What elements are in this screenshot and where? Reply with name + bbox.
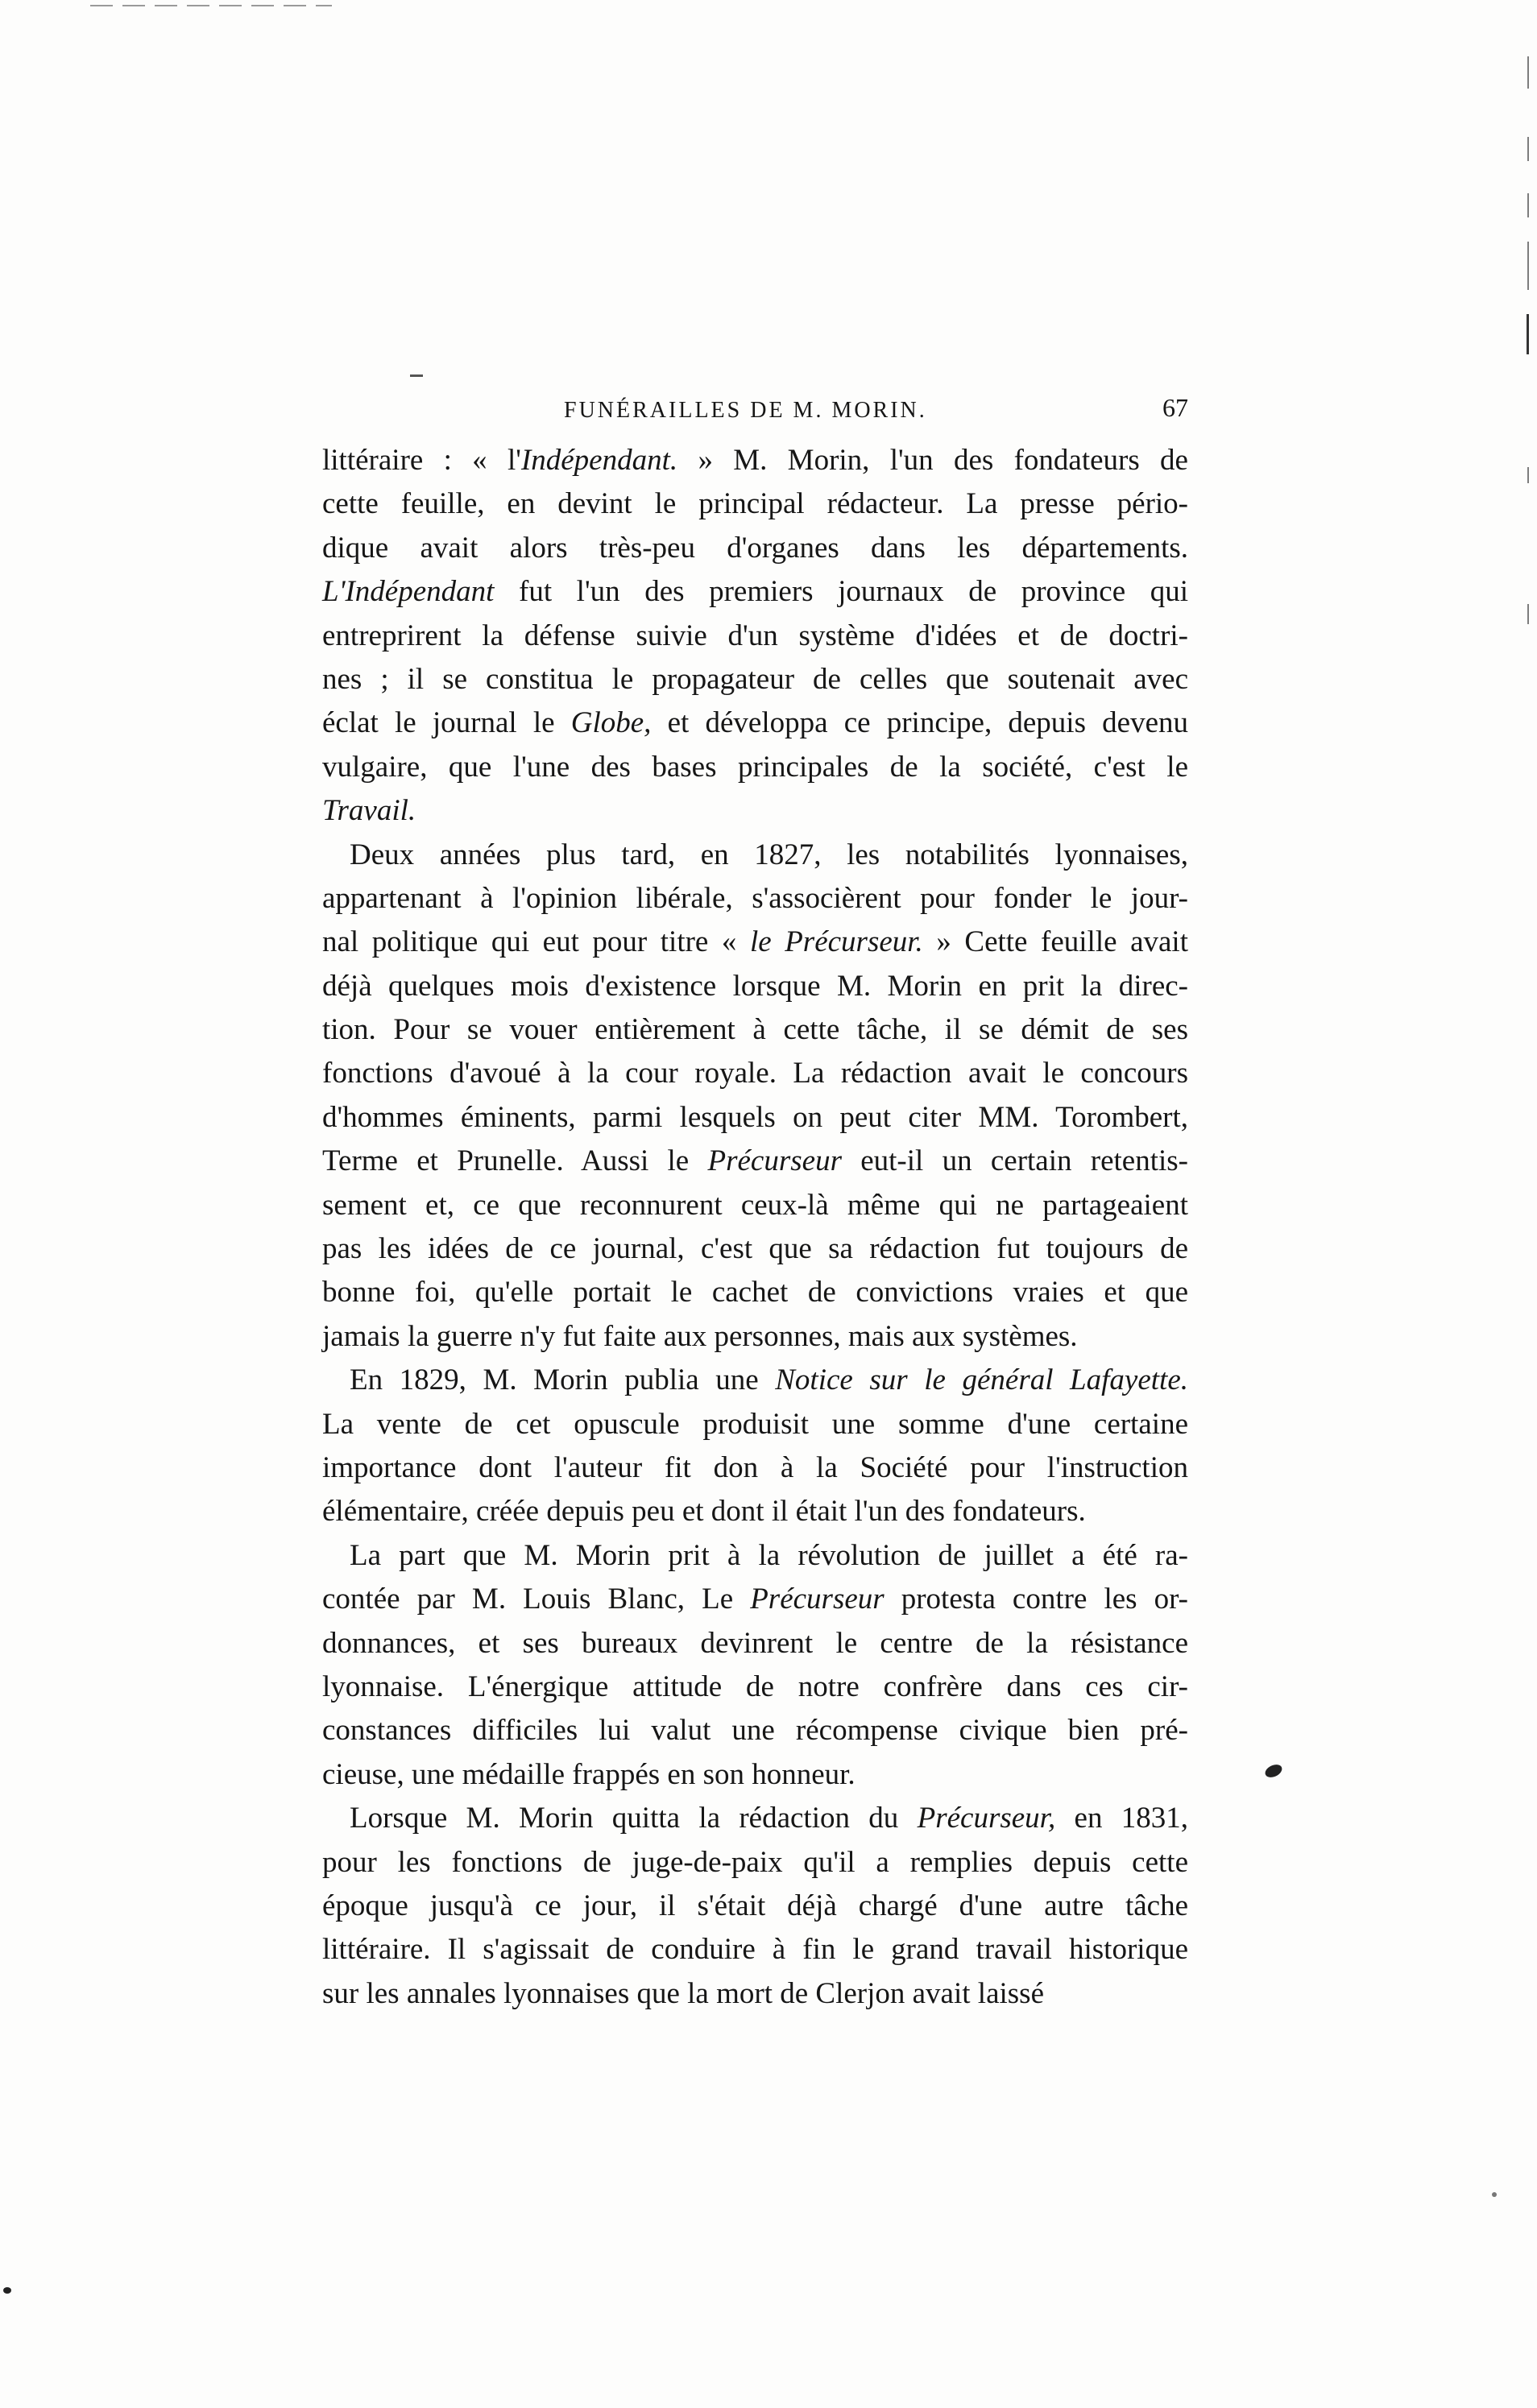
scan-edge-mark	[1527, 604, 1529, 624]
italic-title: le Précurseur.	[749, 925, 923, 959]
text-line	[322, 877, 1188, 921]
text-segment: d'hommes éminents, parmi lesquels on peut citer MM. Torombert,	[322, 1100, 1188, 1134]
text-line	[322, 1753, 1188, 1797]
text-segment: bonne foi, qu'elle portait le cachet de convictions vraies et que	[322, 1276, 1188, 1310]
text-segment: éclat le journal le	[322, 706, 571, 740]
text-line	[322, 1972, 1188, 2016]
text-line	[322, 570, 1188, 614]
text-segment: sement et, ce que reconnurent ceux-là même qui ne partageaient	[322, 1188, 1188, 1222]
italic-title: Précurseur	[750, 1583, 884, 1616]
text-line	[322, 1446, 1188, 1490]
text-line	[322, 1709, 1188, 1752]
scan-dash-mark	[410, 374, 423, 377]
text-line	[322, 1052, 1188, 1095]
text-line	[322, 1841, 1188, 1885]
text-line	[322, 1928, 1188, 1971]
text-line	[322, 482, 1188, 526]
text-segment: nal politique qui eut pour titre «	[322, 925, 750, 959]
running-head	[322, 393, 1188, 433]
text-segment: déjà quelques mois d'existence lorsque M. Morin en prit la direc-	[322, 969, 1188, 1003]
text-segment: fut l'un des premiers journaux de province qui	[494, 575, 1188, 609]
text-line	[322, 1096, 1188, 1140]
text-segment: vulgaire, que l'une des bases principales de la société, c'est le	[322, 750, 1188, 784]
running-head-title: FUNÉRAILLES DE M. MORIN.	[564, 398, 927, 423]
italic-title: Indépendant.	[520, 444, 678, 477]
italic-title: Globe,	[570, 706, 652, 740]
text-line	[322, 1315, 1188, 1359]
text-segment: dique avait alors très-peu d'organes dans les départements.	[322, 531, 1188, 565]
text-segment: en 1831,	[1055, 1802, 1188, 1835]
text-line	[322, 789, 1188, 833]
scan-edge-mark	[1527, 56, 1529, 89]
text-segment: époque jusqu'à ce jour, il s'était déjà chargé d'une autre tâche	[322, 1889, 1188, 1922]
text-line	[322, 1665, 1188, 1709]
text-line	[322, 1534, 1188, 1578]
text-segment: jamais la guerre n'y fut faite aux personnes, mais aux systèmes.	[322, 1319, 1078, 1353]
text-segment: entreprirent la défense suivie d'un système d'idées et de doctri-	[322, 619, 1188, 652]
text-line	[322, 439, 1188, 482]
text-line	[322, 965, 1188, 1008]
text-segment: En 1829, M. Morin publia une	[350, 1363, 776, 1397]
text-segment: contée par M. Louis Blanc, Le	[322, 1583, 751, 1616]
text-line	[322, 701, 1188, 745]
text-line	[322, 1008, 1188, 1052]
scan-top-rule	[90, 5, 332, 6]
text-line	[322, 1490, 1188, 1533]
text-segment: Deux années plus tard, en 1827, les notabilités lyonnaises,	[350, 838, 1188, 871]
text-segment: et développa ce principe, depuis devenu	[651, 706, 1188, 740]
text-segment: Lorsque M. Morin quitta la rédaction du	[350, 1802, 918, 1835]
scan-edge-mark	[1527, 137, 1529, 161]
text-line	[322, 1140, 1188, 1183]
italic-title: Notice sur le général Lafayette.	[775, 1363, 1188, 1397]
text-line	[322, 834, 1188, 877]
text-line	[322, 1184, 1188, 1227]
text-line	[322, 658, 1188, 701]
text-line	[322, 1271, 1188, 1314]
text-segment: » M. Morin, l'un des fondateurs de	[677, 444, 1188, 477]
text-segment: fonctions d'avoué à la cour royale. La rédaction avait le concours	[322, 1057, 1188, 1090]
text-segment: pour les fonctions de juge-de-paix qu'il a remplies depuis cette	[322, 1845, 1188, 1879]
text-segment: lyonnaise. L'énergique attitude de notre confrère dans ces cir-	[322, 1669, 1188, 1703]
text-segment: pas les idées de ce journal, c'est que sa rédaction fut toujours de	[322, 1232, 1188, 1266]
text-segment: La vente de cet opuscule produisit une somme d'une certaine	[322, 1407, 1188, 1441]
ink-spot	[1492, 2192, 1497, 2197]
page-number: 67	[1162, 393, 1188, 422]
scan-edge-mark	[1527, 314, 1529, 354]
ink-spot	[3, 2287, 11, 2294]
text-line	[322, 1227, 1188, 1271]
text-line	[322, 1359, 1188, 1402]
text-line	[322, 746, 1188, 789]
text-segment: eut-il un certain retentis-	[841, 1144, 1188, 1178]
ink-spot	[1263, 1762, 1284, 1780]
text-line	[322, 527, 1188, 570]
text-segment: littéraire : « l'	[322, 444, 521, 477]
text-segment: cette feuille, en devint le principal rédacteur. La presse pério-	[322, 487, 1188, 521]
text-segment: nes ; il se constitua le propagateur de celles que soutenait avec	[322, 662, 1188, 696]
text-segment: appartenant à l'opinion libérale, s'associèrent pour fonder le jour-	[322, 881, 1188, 915]
italic-title: Précurseur	[707, 1144, 842, 1178]
text-line	[322, 1622, 1188, 1665]
text-line	[322, 921, 1188, 964]
scan-edge-mark	[1527, 467, 1529, 483]
scan-edge-mark	[1527, 193, 1529, 217]
text-segment: élémentaire, créée depuis peu et dont il était l'un des fondateurs.	[322, 1495, 1086, 1529]
body-text	[322, 439, 1188, 2016]
text-segment: La part que M. Morin prit à la révolution de juillet a été ra-	[350, 1538, 1188, 1572]
text-line	[322, 1797, 1188, 1840]
text-segment: cieuse, une médaille frappés en son honneur.	[322, 1757, 856, 1791]
text-segment: protesta contre les or-	[884, 1583, 1189, 1616]
text-segment: littéraire. Il s'agissait de conduire à fin le grand travail historique	[322, 1933, 1188, 1967]
scan-edge-mark	[1527, 242, 1529, 290]
text-segment: tion. Pour se vouer entièrement à cette tâche, il se démit de ses	[322, 1013, 1188, 1047]
text-segment: constances difficiles lui valut une récompense civique bien pré-	[322, 1714, 1188, 1748]
text-segment: donnances, et ses bureaux devinrent le centre de la résistance	[322, 1626, 1188, 1660]
text-line	[322, 614, 1188, 658]
text-segment: importance dont l'auteur fit don à la Société pour l'instruction	[322, 1450, 1188, 1484]
text-line	[322, 1578, 1188, 1621]
italic-title: Travail.	[322, 794, 416, 828]
italic-title: L'Indépendant	[322, 575, 495, 609]
text-segment: sur les annales lyonnaises que la mort de Clerjon avait laissé	[322, 1976, 1044, 2010]
text-segment: » Cette feuille avait	[922, 925, 1188, 959]
text-line	[322, 1403, 1188, 1446]
text-line	[322, 1885, 1188, 1928]
text-segment: Terme et Prunelle. Aussi le	[322, 1144, 708, 1178]
italic-title: Précurseur,	[917, 1802, 1056, 1835]
